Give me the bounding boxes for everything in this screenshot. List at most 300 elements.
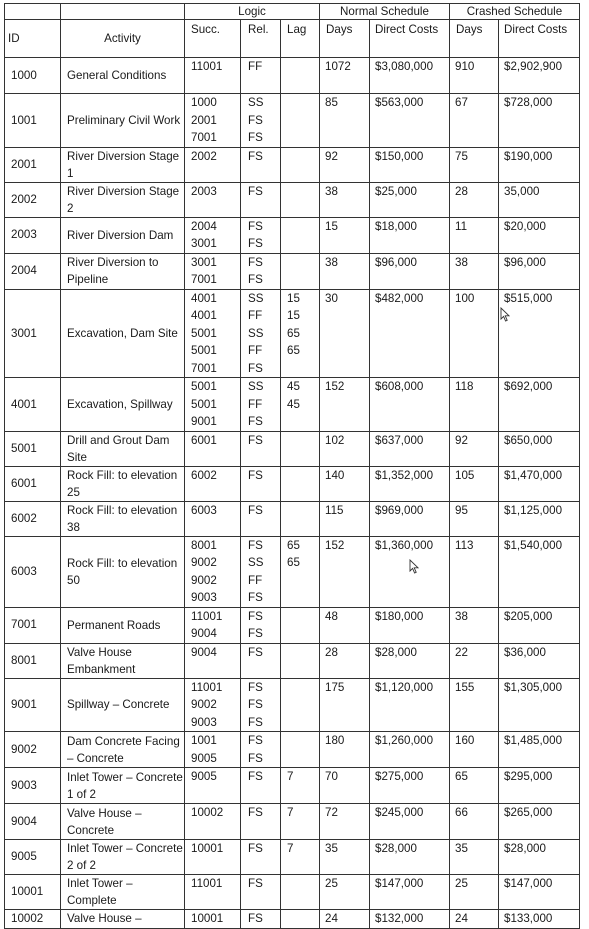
crash-days-cell: 160 (450, 732, 499, 768)
crash-cost-cell: $28,000 (499, 840, 580, 875)
activity-id-cell: 9005 (5, 840, 61, 875)
table-row (5, 217, 580, 253)
normal-cost-cell: $969,000 (370, 501, 450, 536)
normal-cost-cell: $1,352,000 (370, 466, 450, 501)
activity-name-cell: River Diversion Dam (61, 217, 185, 253)
lag-cell (281, 910, 320, 929)
relation-cell (241, 58, 281, 94)
table-row (5, 182, 580, 217)
lag-cell (281, 58, 320, 94)
crashed-schedule-header: Crashed Schedule (450, 4, 580, 20)
lag-cell-line: 65 (287, 326, 300, 340)
crash-days-cell: 118 (450, 378, 499, 432)
crash-cost-cell: $265,000 (499, 804, 580, 840)
table-row (5, 58, 580, 94)
lag-cell (281, 182, 320, 217)
crash-days-cell: 95 (450, 501, 499, 536)
normal-days-column-header: Days (320, 20, 370, 58)
relation-cell-line: FS (248, 237, 263, 250)
successor-cell-line: 9002 (191, 698, 217, 711)
relation-cell (241, 431, 281, 466)
crash-cost-cell: 35,000 (499, 182, 580, 217)
lag-cell-line: 65 (287, 556, 300, 569)
relation-cell (241, 678, 281, 732)
successor-cell-line: 2002 (191, 149, 217, 163)
normal-cost-cell: $563,000 (370, 94, 450, 148)
normal-cost-cell: $28,000 (370, 643, 450, 678)
relation-cell (241, 875, 281, 910)
normal-cost-cell: $3,080,000 (370, 58, 450, 94)
crash-cost-cell: $96,000 (499, 253, 580, 289)
crash-days-cell: 155 (450, 678, 499, 732)
crash-days-cell: 65 (450, 768, 499, 804)
relation-cell (241, 643, 281, 678)
relation-cell-line: FS (248, 715, 263, 729)
activity-name-cell: Rock Fill: to elevation 50 (61, 536, 185, 607)
successor-cell-line: 5001 (191, 380, 217, 393)
relation-cell-line: SS (248, 96, 264, 109)
relation-cell-line: FS (248, 680, 263, 694)
activity-id-cell: 9004 (5, 804, 61, 840)
lag-cell-line: 7 (287, 770, 294, 783)
lag-cell-line: 45 (287, 397, 300, 411)
successor-cell-line: 11001 (191, 680, 223, 694)
normal-cost-cell: $28,000 (370, 840, 450, 875)
successor-cell-line: 5001 (191, 344, 217, 357)
relation-cell-line: FF (248, 397, 263, 411)
crash-days-cell: 113 (450, 536, 499, 607)
activity-name-cell: Rock Fill: to elevation 25 (61, 466, 185, 501)
relation-cell-line: FS (248, 734, 263, 747)
relation-cell-line: FS (248, 842, 263, 855)
successor-cell (185, 732, 241, 768)
successor-cell-line: 10001 (191, 912, 224, 925)
successor-cell (185, 678, 241, 732)
lag-cell (281, 875, 320, 910)
relation-cell-line: FS (248, 361, 263, 375)
successor-cell-line: 6003 (191, 503, 217, 517)
relation-cell-line: SS (248, 291, 264, 305)
table-row (5, 536, 580, 607)
relation-cell-line: FS (248, 538, 263, 552)
successor-cell (185, 217, 241, 253)
relation-cell (241, 466, 281, 501)
normal-days-cell: 140 (320, 466, 370, 501)
normal-days-cell: 70 (320, 768, 370, 804)
normal-cost-cell: $608,000 (370, 378, 450, 432)
successor-cell (185, 875, 241, 910)
relation-cell (241, 217, 281, 253)
successor-cell (185, 94, 241, 148)
normal-days-cell: 35 (320, 840, 370, 875)
normal-cost-column-header: Direct Costs (370, 20, 450, 58)
successor-cell (185, 804, 241, 840)
lag-cell (281, 253, 320, 289)
activity-id-cell: 5001 (5, 431, 61, 466)
successor-cell-line: 11001 (191, 60, 223, 73)
crash-cost-cell: $692,000 (499, 378, 580, 432)
normal-days-cell: 180 (320, 732, 370, 768)
relation-cell-line: FS (248, 219, 263, 233)
logic-group-header: Logic (185, 4, 320, 20)
relation-cell-line: FS (248, 770, 263, 783)
lag-cell (281, 217, 320, 253)
successor-cell (185, 607, 241, 643)
activity-id-cell: 10002 (5, 910, 61, 929)
successor-cell-line: 9005 (191, 770, 217, 783)
activity-id-cell: 2003 (5, 217, 61, 253)
activity-name-cell: Inlet Tower – Concrete 2 of 2 (61, 840, 185, 875)
relation-cell-line: FF (248, 344, 263, 357)
successor-cell-line: 2004 (191, 219, 217, 233)
activity-id-cell: 2002 (5, 182, 61, 217)
crash-cost-cell: $1,305,000 (499, 678, 580, 732)
crash-days-cell: 11 (450, 217, 499, 253)
activity-name-cell: Excavation, Dam Site (61, 289, 185, 378)
activity-name-cell: Valve House – (61, 910, 185, 929)
successor-cell (185, 253, 241, 289)
successor-cell-line: 10002 (191, 806, 224, 819)
successor-cell-line: 7001 (191, 273, 217, 286)
activity-id-cell: 4001 (5, 378, 61, 432)
table-row (5, 643, 580, 678)
table-row (5, 378, 580, 432)
normal-cost-cell: $482,000 (370, 289, 450, 378)
successor-cell-line: 4001 (191, 309, 217, 322)
relation-cell (241, 501, 281, 536)
lag-cell (281, 431, 320, 466)
successor-cell-line: 2001 (191, 113, 217, 127)
table-row (5, 910, 580, 929)
normal-days-cell: 85 (320, 94, 370, 148)
crash-days-cell: 35 (450, 840, 499, 875)
successor-cell-line: 11001 (191, 609, 223, 623)
activity-name-cell: River Diversion Stage 1 (61, 147, 185, 182)
relation-cell-line: SS (248, 326, 264, 340)
successor-cell-line: 11001 (191, 877, 223, 890)
crash-days-cell: 24 (450, 910, 499, 929)
activity-name-cell: Dam Concrete Facing – Concrete (61, 732, 185, 768)
crash-days-cell: 22 (450, 643, 499, 678)
successor-cell-line: 1000 (191, 96, 217, 109)
crash-cost-cell: $1,125,000 (499, 501, 580, 536)
relation-cell-line: FS (248, 645, 263, 659)
table-row (5, 94, 580, 148)
lag-cell (281, 289, 320, 378)
normal-days-cell: 38 (320, 253, 370, 289)
relation-cell-line: FS (248, 877, 263, 890)
lag-cell (281, 466, 320, 501)
crash-cost-cell: $147,000 (499, 875, 580, 910)
relation-cell-line: FS (248, 113, 263, 127)
activity-name-cell: General Conditions (61, 58, 185, 94)
relation-cell-line: FS (248, 751, 263, 765)
successor-cell (185, 58, 241, 94)
relation-cell-line: FS (248, 273, 263, 286)
successor-cell-line: 5001 (191, 326, 217, 340)
lag-cell-line: 7 (287, 806, 294, 819)
relation-cell-line: FF (248, 309, 263, 322)
normal-cost-cell: $132,000 (370, 910, 450, 929)
normal-days-cell: 38 (320, 182, 370, 217)
relation-cell-line: FS (248, 627, 263, 640)
normal-days-cell: 30 (320, 289, 370, 378)
normal-cost-cell: $1,260,000 (370, 732, 450, 768)
relation-cell (241, 910, 281, 929)
activity-name-cell: Excavation, Spillway (61, 378, 185, 432)
table-row (5, 607, 580, 643)
normal-days-cell: 175 (320, 678, 370, 732)
successor-cell-line: 1001 (191, 734, 217, 747)
crash-cost-cell: $515,000 (499, 289, 580, 378)
activity-name-cell: Spillway – Concrete (61, 678, 185, 732)
relation-cell (241, 378, 281, 432)
successor-cell-line: 8001 (191, 538, 217, 552)
lag-cell-line: 65 (287, 344, 300, 357)
crash-cost-cell: $36,000 (499, 643, 580, 678)
successor-cell (185, 289, 241, 378)
crash-days-cell: 910 (450, 58, 499, 94)
relation-cell-line: FS (248, 415, 263, 428)
relation-cell (241, 289, 281, 378)
activity-name-cell: Preliminary Civil Work (61, 94, 185, 148)
successor-cell (185, 536, 241, 607)
crash-days-cell: 38 (450, 253, 499, 289)
lag-cell (281, 732, 320, 768)
normal-cost-cell: $96,000 (370, 253, 450, 289)
activity-id-cell: 2004 (5, 253, 61, 289)
lag-cell (281, 804, 320, 840)
relation-cell-line: FS (248, 591, 263, 604)
normal-days-cell: 24 (320, 910, 370, 929)
normal-days-cell: 25 (320, 875, 370, 910)
lag-column-header: Lag (281, 20, 320, 58)
successor-cell-line: 9002 (191, 556, 217, 569)
lag-cell (281, 378, 320, 432)
successor-cell (185, 431, 241, 466)
activity-id-cell: 10001 (5, 875, 61, 910)
relation-cell-line: SS (248, 556, 264, 569)
successor-cell (185, 182, 241, 217)
activity-id-cell: 3001 (5, 289, 61, 378)
crash-days-cell: 38 (450, 607, 499, 643)
successor-cell-line: 9003 (191, 591, 217, 604)
crash-cost-cell: $133,000 (499, 910, 580, 929)
normal-days-cell: 152 (320, 378, 370, 432)
successor-cell-line: 4001 (191, 291, 217, 305)
relation-cell-line: FS (248, 255, 263, 269)
successor-cell (185, 501, 241, 536)
relation-cell (241, 147, 281, 182)
activity-name-cell: River Diversion Stage 2 (61, 182, 185, 217)
crash-days-cell: 67 (450, 94, 499, 148)
crash-cost-cell: $205,000 (499, 607, 580, 643)
normal-days-cell: 72 (320, 804, 370, 840)
successor-cell-line: 9003 (191, 715, 217, 729)
crash-cost-cell: $1,540,000 (499, 536, 580, 607)
activity-id-cell: 8001 (5, 643, 61, 678)
successor-cell-line: 5001 (191, 397, 217, 411)
crash-cost-cell: $1,485,000 (499, 732, 580, 768)
relation-cell (241, 840, 281, 875)
successor-cell (185, 643, 241, 678)
lag-cell (281, 643, 320, 678)
successor-cell-line: 9004 (191, 645, 217, 659)
lag-cell (281, 678, 320, 732)
id-column-header: ID (5, 20, 61, 58)
relation-cell-line: FS (248, 503, 263, 517)
successor-cell (185, 147, 241, 182)
lag-cell (281, 607, 320, 643)
successor-cell (185, 466, 241, 501)
successor-cell-line: 7001 (191, 361, 217, 375)
relation-cell-line: FS (248, 806, 263, 819)
relation-cell (241, 607, 281, 643)
table-row (5, 875, 580, 910)
table-row (5, 768, 580, 804)
relation-cell-line: FF (248, 573, 263, 587)
crash-days-cell: 100 (450, 289, 499, 378)
lag-cell (281, 147, 320, 182)
successor-cell-line: 10001 (191, 842, 224, 855)
table-row (5, 804, 580, 840)
relation-cell (241, 94, 281, 148)
activity-id-cell: 9003 (5, 768, 61, 804)
relation-cell-line: FS (248, 609, 263, 623)
lag-cell-line: 65 (287, 538, 300, 552)
normal-cost-cell: $245,000 (370, 804, 450, 840)
normal-days-cell: 152 (320, 536, 370, 607)
successor-cell-line: 3001 (191, 237, 217, 250)
table-row (5, 466, 580, 501)
relation-cell-line: FS (248, 912, 263, 925)
normal-schedule-header: Normal Schedule (320, 4, 450, 20)
relation-cell (241, 732, 281, 768)
lag-cell (281, 501, 320, 536)
rel-column-header: Rel. (241, 20, 281, 58)
crash-days-cell: 75 (450, 147, 499, 182)
activity-id-cell: 1001 (5, 94, 61, 148)
crash-cost-column-header: Direct Costs (499, 20, 580, 58)
table-row (5, 147, 580, 182)
successor-cell-line: 7001 (191, 131, 217, 144)
activity-name-cell: Inlet Tower – Concrete 1 of 2 (61, 768, 185, 804)
crash-days-cell: 92 (450, 431, 499, 466)
table-row (5, 678, 580, 732)
successor-cell-line: 9002 (191, 573, 217, 587)
relation-cell (241, 182, 281, 217)
normal-cost-cell: $1,120,000 (370, 678, 450, 732)
crash-cost-cell: $650,000 (499, 431, 580, 466)
relation-cell (241, 536, 281, 607)
schedule-table (4, 3, 580, 929)
activity-name-cell: Rock Fill: to elevation 38 (61, 501, 185, 536)
successor-cell (185, 910, 241, 929)
normal-days-cell: 48 (320, 607, 370, 643)
normal-cost-cell: $275,000 (370, 768, 450, 804)
successor-cell-line: 2003 (191, 184, 217, 198)
successor-cell-line: 6001 (191, 433, 217, 447)
successor-cell-line: 9001 (191, 415, 217, 428)
crash-cost-cell: $295,000 (499, 768, 580, 804)
relation-cell (241, 804, 281, 840)
activity-id-cell: 1000 (5, 58, 61, 94)
table-row (5, 840, 580, 875)
text-cursor-icon (409, 559, 419, 574)
activity-column-header: Activity (61, 20, 185, 58)
lag-cell (281, 94, 320, 148)
crash-days-column-header: Days (450, 20, 499, 58)
relation-cell-line: FS (248, 131, 263, 144)
normal-days-cell: 102 (320, 431, 370, 466)
header-blank-id (5, 4, 61, 20)
normal-cost-cell: $150,000 (370, 147, 450, 182)
lag-cell-line: 45 (287, 380, 300, 393)
activity-name-cell: Valve House – Concrete (61, 804, 185, 840)
relation-cell-line: FS (248, 468, 263, 482)
relation-cell-line: FS (248, 433, 263, 447)
crash-cost-cell: $190,000 (499, 147, 580, 182)
activity-name-cell: Drill and Grout Dam Site (61, 431, 185, 466)
normal-days-cell: 115 (320, 501, 370, 536)
activity-id-cell: 6001 (5, 466, 61, 501)
activity-id-cell: 9001 (5, 678, 61, 732)
relation-cell-line: FS (248, 149, 263, 163)
activity-name-cell: Valve House Embankment (61, 643, 185, 678)
crash-days-cell: 105 (450, 466, 499, 501)
normal-cost-cell: $18,000 (370, 217, 450, 253)
activity-id-cell: 6003 (5, 536, 61, 607)
relation-cell-line: FF (248, 60, 263, 73)
mouse-pointer-icon (500, 307, 510, 322)
succ-column-header: Succ. (185, 20, 241, 58)
table-row (5, 431, 580, 466)
relation-cell-line: FS (248, 698, 263, 711)
activity-id-cell: 6002 (5, 501, 61, 536)
header-blank-activity (61, 4, 185, 20)
lag-cell-line: 15 (287, 291, 300, 305)
relation-cell-line: SS (248, 380, 264, 393)
successor-cell (185, 378, 241, 432)
lag-cell-line: 7 (287, 842, 294, 855)
activity-id-cell: 9002 (5, 732, 61, 768)
table-row (5, 501, 580, 536)
activity-name-cell: Inlet Tower – Complete (61, 875, 185, 910)
schedule-rows (5, 58, 580, 929)
table-row (5, 253, 580, 289)
crash-cost-cell: $2,902,900 (499, 58, 580, 94)
normal-days-cell: 1072 (320, 58, 370, 94)
relation-cell-line: FS (248, 184, 263, 198)
normal-cost-cell: $180,000 (370, 607, 450, 643)
lag-cell (281, 768, 320, 804)
lag-cell (281, 840, 320, 875)
crash-cost-cell: $728,000 (499, 94, 580, 148)
table-row (5, 732, 580, 768)
crash-cost-cell: $20,000 (499, 217, 580, 253)
activity-id-cell: 7001 (5, 607, 61, 643)
crash-days-cell: 66 (450, 804, 499, 840)
successor-cell-line: 3001 (191, 255, 217, 269)
successor-cell (185, 768, 241, 804)
lag-cell (281, 536, 320, 607)
normal-days-cell: 92 (320, 147, 370, 182)
normal-cost-cell: $1,360,000 (370, 536, 450, 607)
normal-days-cell: 28 (320, 643, 370, 678)
lag-cell-line: 15 (287, 309, 300, 322)
crash-cost-cell: $1,470,000 (499, 466, 580, 501)
normal-cost-cell: $25,000 (370, 182, 450, 217)
